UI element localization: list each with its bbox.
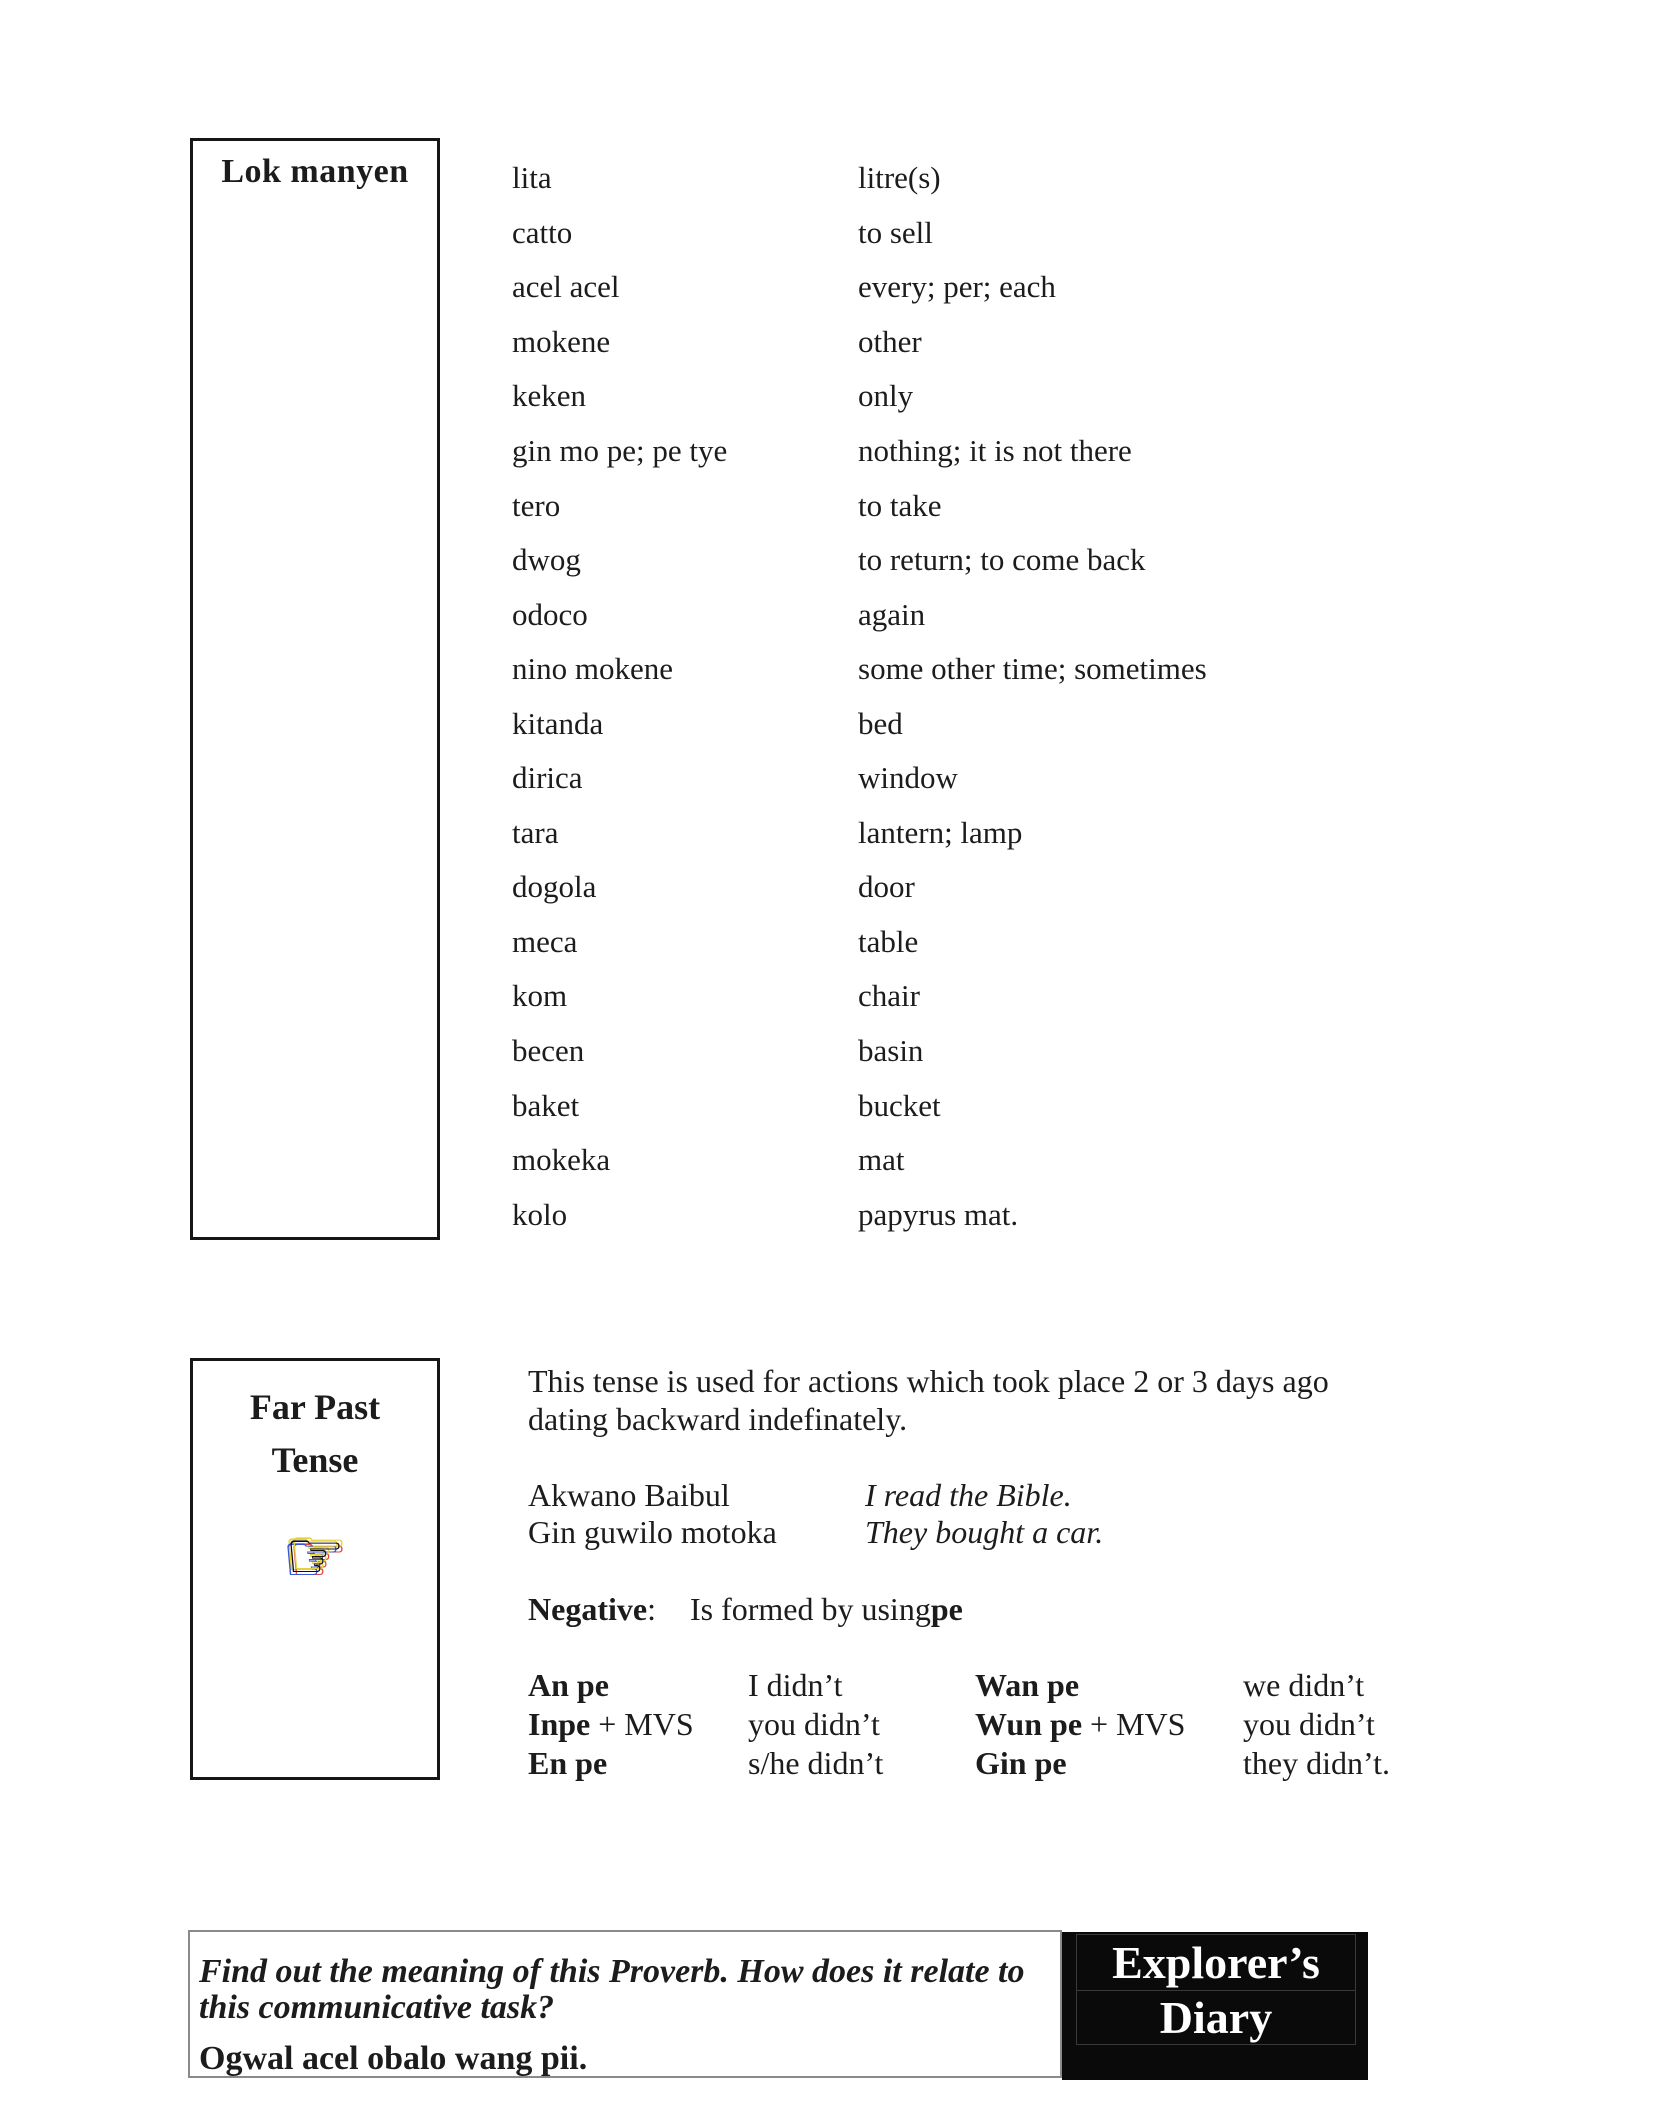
vocab-row bbox=[512, 424, 1472, 479]
explorers-diary-row bbox=[1076, 1990, 1356, 2045]
tense-section-box bbox=[190, 1358, 440, 1780]
negative-gloss-cell: I didn’t bbox=[748, 1667, 843, 1703]
vocab-meaning: mat bbox=[858, 1142, 905, 1178]
proverb-prompt-line2: this communicative task? bbox=[199, 1989, 555, 2026]
vocab-box-title: Lok manyen bbox=[221, 153, 409, 190]
negative-table-row bbox=[528, 1744, 1538, 1783]
vocab-meaning: to take bbox=[858, 487, 942, 523]
vocab-meaning: to return; to come back bbox=[858, 542, 1146, 578]
vocab-term: kolo bbox=[512, 1196, 568, 1232]
vocab-section-box bbox=[190, 138, 440, 1240]
tense-box-title-line1: Far Past bbox=[249, 1387, 381, 1427]
explorers-diary-label-line2: Diary bbox=[1159, 1992, 1273, 2043]
vocab-row bbox=[512, 969, 1472, 1024]
vocab-term: kom bbox=[512, 978, 568, 1014]
vocab-row bbox=[512, 1133, 1472, 1188]
proverb-text: Ogwal acel obalo wang pii. bbox=[199, 2040, 588, 2077]
negative-gloss-cell: they didn’t. bbox=[1243, 1745, 1390, 1781]
pointer-hand-wrap bbox=[193, 1517, 437, 1596]
explorers-diary-label-line1: Explorer’s bbox=[1112, 1937, 1320, 1988]
vocab-term: kitanda bbox=[512, 705, 604, 741]
vocab-meaning: to sell bbox=[858, 214, 933, 250]
vocab-meaning: papyrus mat. bbox=[858, 1196, 1019, 1232]
vocab-term: tara bbox=[512, 814, 559, 850]
tense-description bbox=[528, 1362, 1488, 1438]
explorers-diary-box bbox=[1062, 1932, 1368, 2080]
tense-description-line1: This tense is used for actions which took place 2 or 3 days ago bbox=[528, 1363, 1329, 1399]
tense-box-title-line2: Tense bbox=[271, 1440, 359, 1480]
vocab-row bbox=[512, 369, 1472, 424]
vocab-row bbox=[512, 806, 1472, 861]
vocab-row bbox=[512, 751, 1472, 806]
negative-particle: pe bbox=[930, 1590, 963, 1627]
vocab-meaning: bed bbox=[858, 705, 903, 741]
vocab-meaning: nothing; it is not there bbox=[858, 433, 1132, 468]
vocab-row bbox=[512, 1078, 1472, 1133]
vocab-row bbox=[512, 260, 1472, 315]
vocab-row bbox=[512, 587, 1472, 642]
vocab-row bbox=[512, 533, 1472, 588]
vocab-meaning: other bbox=[858, 323, 922, 359]
negative-forms-table bbox=[528, 1666, 1538, 1783]
vocab-term: keken bbox=[512, 378, 587, 414]
negative-rule-line bbox=[528, 1590, 963, 1628]
vocab-list bbox=[512, 151, 1472, 1242]
vocab-row bbox=[512, 915, 1472, 970]
vocab-meaning: bucket bbox=[858, 1087, 941, 1123]
proverb-task-box bbox=[188, 1930, 1062, 2078]
vocab-term: odoco bbox=[512, 596, 588, 632]
vocab-term: mokeka bbox=[512, 1142, 611, 1178]
tense-box-title bbox=[193, 1381, 437, 1487]
vocab-meaning: window bbox=[858, 760, 958, 796]
vocab-meaning: basin bbox=[858, 1033, 924, 1069]
negative-gloss-cell: you didn’t bbox=[1243, 1706, 1375, 1742]
vocab-term: dirica bbox=[512, 760, 583, 796]
vocab-term: gin mo pe; pe tye bbox=[512, 433, 728, 468]
vocab-row bbox=[512, 315, 1472, 370]
example-row bbox=[528, 1514, 1428, 1551]
vocab-term: dwog bbox=[512, 542, 581, 578]
explorers-diary-inner bbox=[1076, 1934, 1356, 2045]
negative-form-cell: Wun pe + MVS bbox=[975, 1706, 1186, 1742]
example-english: They bought a car. bbox=[865, 1514, 1104, 1550]
proverb-prompt-line1: Find out the meaning of this Proverb. How does it relate to bbox=[199, 1953, 1025, 1990]
negative-rule-text: Is formed by using bbox=[689, 1590, 931, 1627]
negative-colon: : bbox=[647, 1590, 656, 1627]
negative-form-cell: An pe bbox=[528, 1667, 609, 1703]
vocab-meaning: chair bbox=[858, 978, 920, 1014]
vocab-meaning: door bbox=[858, 869, 915, 905]
negative-label: Negative bbox=[528, 1590, 648, 1627]
negative-gloss-cell: we didn’t bbox=[1243, 1667, 1365, 1703]
example-row bbox=[528, 1477, 1428, 1514]
example-acholi: Akwano Baibul bbox=[528, 1477, 730, 1513]
vocab-term: acel acel bbox=[512, 269, 620, 305]
explorers-diary-row bbox=[1076, 1934, 1356, 1990]
vocab-row bbox=[512, 478, 1472, 533]
vocab-row bbox=[512, 1024, 1472, 1079]
vocab-term: catto bbox=[512, 214, 573, 250]
negative-form-cell: Gin pe bbox=[975, 1745, 1067, 1781]
vocab-term: mokene bbox=[512, 323, 611, 359]
vocab-meaning: only bbox=[858, 378, 914, 414]
vocab-meaning: table bbox=[858, 923, 919, 959]
vocab-row bbox=[512, 696, 1472, 751]
vocab-term: dogola bbox=[512, 869, 597, 905]
negative-form-cell: En pe bbox=[528, 1745, 608, 1781]
vocab-term: nino mokene bbox=[512, 651, 673, 687]
negative-form-cell: Inpe + MVS bbox=[528, 1706, 694, 1742]
vocab-row bbox=[512, 642, 1472, 697]
proverb-prompt bbox=[199, 1954, 1050, 2026]
negative-gloss-cell: s/he didn’t bbox=[748, 1745, 884, 1781]
negative-table-row bbox=[528, 1705, 1538, 1744]
vocab-meaning: litre(s) bbox=[858, 160, 941, 196]
negative-form-cell: Wan pe bbox=[975, 1667, 1080, 1703]
vocab-term: lita bbox=[512, 160, 552, 196]
vocab-meaning: some other time; sometimes bbox=[858, 651, 1207, 687]
vocab-row bbox=[512, 206, 1472, 261]
vocab-meaning: again bbox=[858, 596, 926, 632]
vocab-meaning: every; per; each bbox=[858, 269, 1056, 305]
negative-gloss-cell: you didn’t bbox=[748, 1706, 880, 1742]
vocab-term: tero bbox=[512, 487, 561, 523]
vocab-meaning: lantern; lamp bbox=[858, 814, 1023, 850]
example-acholi: Gin guwilo motoka bbox=[528, 1514, 777, 1550]
vocab-term: meca bbox=[512, 923, 578, 959]
tense-description-line2: dating backward indefinately. bbox=[528, 1401, 908, 1437]
vocab-term: becen bbox=[512, 1033, 585, 1069]
example-english: I read the Bible. bbox=[865, 1477, 1072, 1513]
vocab-row bbox=[512, 151, 1472, 206]
vocab-term: baket bbox=[512, 1087, 580, 1123]
pointing-hand-icon: ☞ bbox=[284, 1517, 346, 1596]
vocab-row bbox=[512, 860, 1472, 915]
negative-table-row bbox=[528, 1666, 1538, 1705]
vocab-row bbox=[512, 1187, 1472, 1242]
